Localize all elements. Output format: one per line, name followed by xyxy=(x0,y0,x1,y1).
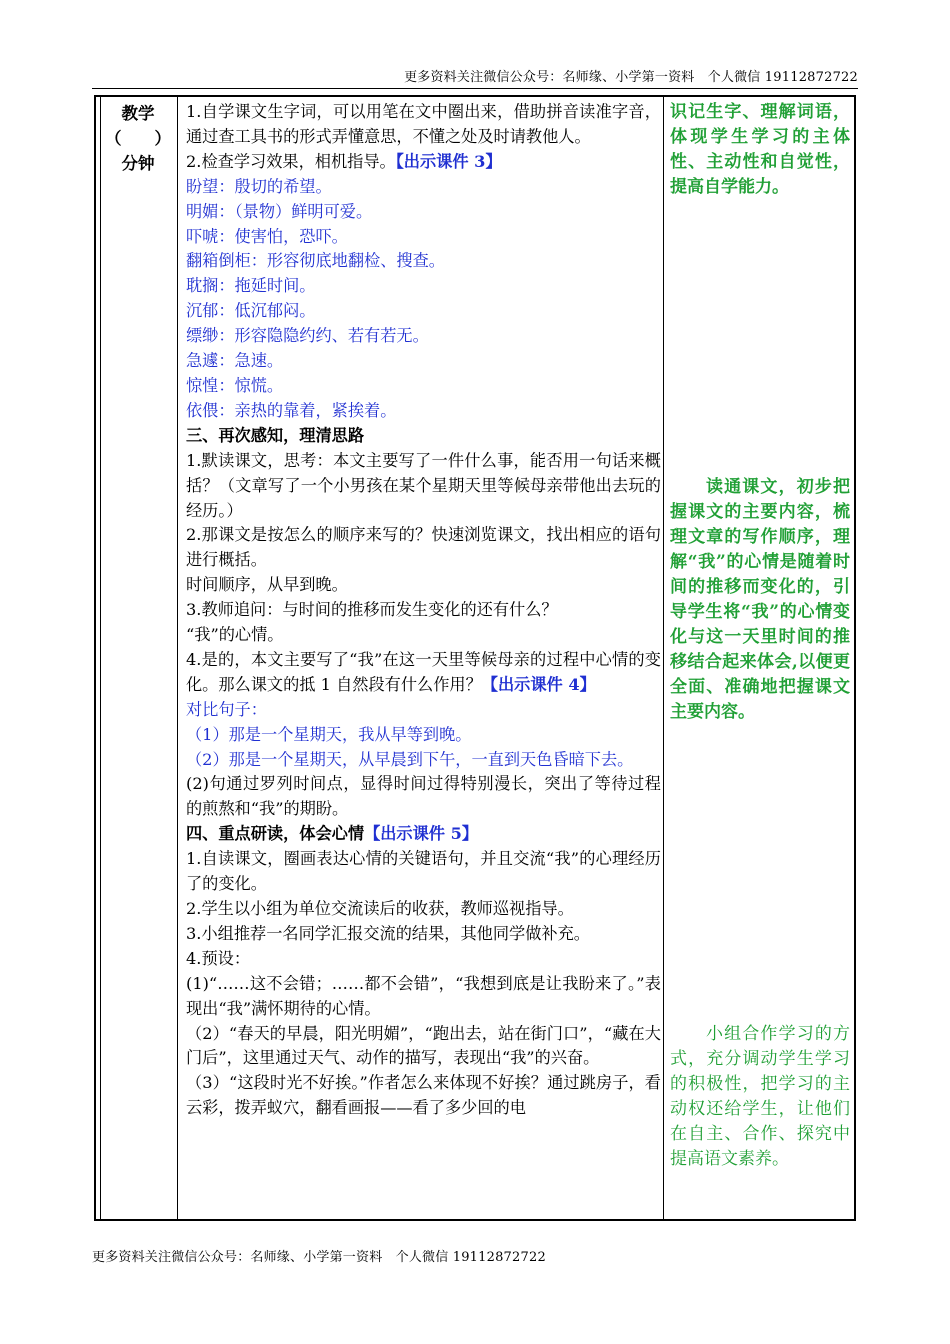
design-note-1: 识记生字、理解词语，体现学生学习的主体性、主动性和自觉性，提高自学能力。 xyxy=(670,102,850,197)
vocab-item: 吓唬：使害怕，恐吓。 xyxy=(186,226,348,246)
teaching-process-cell xyxy=(186,100,661,1220)
vocab-item: 翻箱倒柜：形容彻底地翻检、搜查。 xyxy=(186,251,445,271)
time-label-minutes: 分钟 xyxy=(121,154,155,173)
design-note-2: 读通课文，初步把握课文的主要内容，梳理文章的写作顺序，理解“我”的心情是随着时间的推移而变化的，引导学生将“我”的心情变化与这一天里时间的推移结合起来体会,以便更全面、准确地把握课文主要内容。 xyxy=(670,477,850,722)
process-paragraph: 时间顺序，从早到晚。 xyxy=(186,575,348,595)
vocab-item: 急遽：急速。 xyxy=(186,351,284,371)
process-paragraph: 3.教师追问：与时间的推移而发生变化的还有什么？ xyxy=(186,600,558,620)
process-paragraph: 2.学生以小组为单位交流读后的收获，教师巡视指导。 xyxy=(186,899,574,918)
process-paragraph: 1.自学课文生字词，可以用笔在文中圈出来，借助拼音读准字音，通过查工具书的形式弄懂意思，不懂之处及时请教他人。 xyxy=(186,102,661,146)
vocab-item: 盼望：殷切的希望。 xyxy=(186,176,332,196)
header-note: 更多资料关注微信公众号：名师缘、小学第一资料 个人微信 19112872722 xyxy=(404,70,858,85)
process-paragraph: 1.自读课文，圈画表达心情的关键语句，并且交流“我”的心理经历了的变化。 xyxy=(186,849,661,894)
table-inner-border xyxy=(100,97,101,1219)
vocab-item: 耽搁：拖延时间。 xyxy=(186,276,316,296)
compare-heading: 对比句子： xyxy=(186,699,267,719)
process-paragraph: 4.预设： xyxy=(186,948,251,968)
lesson-plan-table xyxy=(94,95,856,1221)
process-text: 4.是的，本文主要写了“我”在这一天里等候母亲的过程中心情的变化。那么课文的抵 1 自然段有什么作用？ xyxy=(186,649,661,694)
courseware-link: 【出示课件 3】 xyxy=(395,151,502,171)
process-paragraph: 2.那课文是按怎么的顺序来写的？快速浏览课文，找出相应的语句进行概括。 xyxy=(186,525,661,570)
vocab-item: 依偎：亲热的靠着，紧挨着。 xyxy=(186,400,397,420)
column-divider-time xyxy=(177,97,178,1219)
vocab-item: 惊惶：惊慌。 xyxy=(186,375,284,395)
time-cell xyxy=(102,101,174,176)
footer-note: 更多资料关注微信公众号：名师缘、小学第一资料 个人微信 19112872722 xyxy=(92,1250,546,1265)
column-divider-notes xyxy=(663,97,664,1219)
process-paragraph: 3.小组推荐一名同学汇报交流的结果，其他同学做补充。 xyxy=(186,923,590,943)
courseware-link: 【出示课件 4】 xyxy=(481,674,596,694)
process-paragraph: (1)“……这不会错；……都不会错”，“我想到底是让我盼来了。”表现出“我”满怀期待的心情。 xyxy=(186,973,661,1018)
compare-sentence: （1）那是一个星期天，我从早等到晚。 xyxy=(186,724,472,744)
vocab-item: 缥缈：形容隐隐约约、若有若无。 xyxy=(186,326,429,346)
process-text: 2.检查学习效果，相机指导。 xyxy=(186,151,396,171)
vocab-item: 明媚：（景物）鲜明可爱。 xyxy=(186,201,373,221)
time-label-blank: （ ） xyxy=(105,129,171,148)
time-label-teaching: 教学 xyxy=(121,104,155,123)
process-paragraph xyxy=(186,648,661,698)
process-paragraph: （3）“这段时光不好挨。”作者怎么来体现不好挨？通过跳房子，看云彩，拨弄蚁穴，翻看画报——看了多少回的电 xyxy=(186,1073,661,1118)
process-paragraph: “我”的心情。 xyxy=(186,625,284,645)
header-rule xyxy=(92,88,858,89)
compare-sentence: （2）那是一个星期天，从早晨到下午，一直到天色昏暗下去。 xyxy=(186,749,634,769)
design-note-3: 小组合作学习的方式，充分调动学生学习的积极性，把学习的主动权还给学生，让他们在自主、合作、探究中提高语文素养。 xyxy=(670,1024,850,1169)
courseware-link: 【出示课件 5】 xyxy=(364,824,479,844)
process-paragraph: （2）“春天的早晨，阳光明媚”，“跑出去，站在街门口”，“藏在大门后”，这里通过天气、动作的描写，表现出“我”的兴奋。 xyxy=(186,1023,661,1068)
section-title-3: 三、再次感知，理清思路 xyxy=(186,425,365,445)
vocab-item: 沉郁：低沉郁闷。 xyxy=(186,301,316,321)
process-paragraph: 1.默读课文，思考：本文主要写了一件什么事，能否用一句话来概括？（文章写了一个小男孩在某个星期天里等候母亲带他出去玩的经历。） xyxy=(186,450,661,520)
process-paragraph xyxy=(186,150,661,175)
section-title-text: 四、重点研读，体会心情 xyxy=(186,824,365,844)
section-title-4 xyxy=(186,822,661,847)
process-paragraph: (2)句通过罗列时间点，显得时间过得特别漫长，突出了等待过程的煎熬和“我”的期盼。 xyxy=(186,774,661,819)
